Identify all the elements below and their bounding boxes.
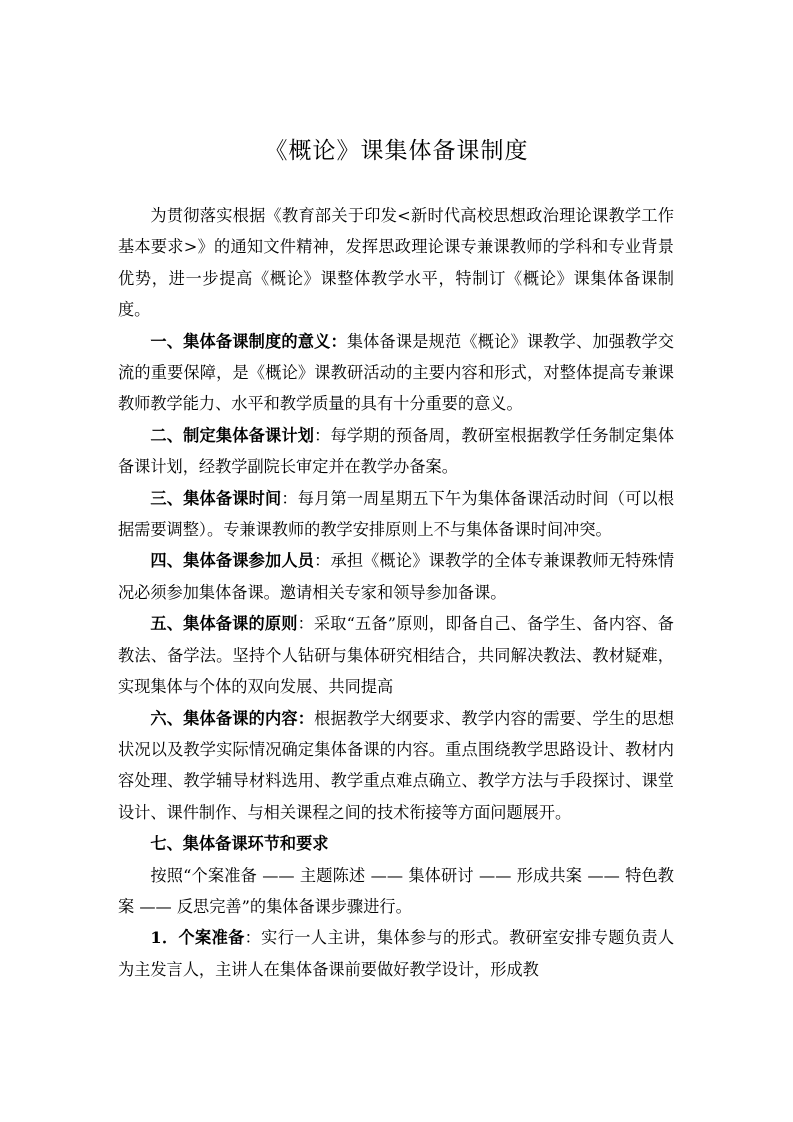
section-heading: 四、集体备课参加人员: [150, 551, 315, 571]
section-text: ：承担《概论》课教学的全体专兼课教师无特殊情况必须参加集体备课。邀请相关专家和领导参加备课。: [118, 551, 675, 602]
section-heading: 七、集体备课环节和要求: [150, 834, 329, 854]
section-paragraph: [118, 483, 674, 546]
step-heading: 1．个案准备: [150, 928, 245, 948]
section-paragraph: [118, 545, 674, 608]
steps-intro-paragraph: 按照“个案准备 —— 主题陈述 —— 集体研讨 —— 形成共案 —— 特色教案 —— 反思完善”的集体备课步骤进行。: [118, 865, 674, 916]
section-heading: 三、集体备课时间: [150, 488, 282, 508]
step-paragraph: [118, 922, 674, 985]
section-paragraph: [118, 608, 674, 702]
section-text: 根据教学大纲要求、教学内容的需要、学生的思想状况以及教学实际情况确定集体备课的内容。重点围绕教学思路设计、教材内容处理、教学辅导材料选用、教学重点难点确立、教学方法与手段探讨、课堂设计、课件制作、与相关课程之间的技术衔接等方面问题展开。: [118, 708, 675, 822]
section-text: ：每月第一周星期五下午为集体备课活动时间（可以根据需要调整）。专兼课教师的教学安排原则上不与集体备课时间冲突。: [118, 488, 675, 540]
document-title: 《概论》课集体备课制度: [264, 138, 529, 164]
intro-paragraph: 为贯彻落实根据《教育部关于印发<新时代高校思想政治理论课教学工作基本要求>》的通知文件精神，发挥思政理论课专兼课教师的学科和专业背景优势，进一步提高《概论》课整体教学水平，特制订《概论》课集体备课制度。: [118, 206, 674, 320]
section-text: 集体备课是规范《概论》课教学、加强教学交流的重要保障，是《概论》课教研活动的主要内容和形式，对整体提高专兼课教师教学能力、水平和教学质量的具有十分重要的意义。: [118, 331, 674, 414]
section-heading: 二、制定集体备课计划: [150, 425, 315, 445]
document-body: [118, 200, 674, 985]
section-text: ：每学期的预备周，教研室根据教学任务制定集体备课计划，经教学副院长审定并在教学办备案。: [118, 425, 675, 477]
section-heading: 一、集体备课制度的意义：: [150, 331, 347, 351]
section-paragraph: [118, 828, 674, 859]
section-paragraph: [118, 703, 674, 829]
section-paragraph: [118, 326, 674, 420]
section-heading: 五、集体备课的原则: [150, 614, 298, 634]
section-text: ：采取“五备”原则，即备自己、备学生、备内容、备教法、备学法。坚持个人钻研与集体研究相结合，共同解决教法、教材疑难，实现集体与个体的双向发展、共同提高: [118, 614, 674, 697]
section-heading: 六、集体备课的内容：: [150, 708, 315, 728]
section-paragraph: [118, 420, 674, 483]
step-text: ：实行一人主讲，集体参与的形式。教研室安排专题负责人为主发言人，主讲人在集体备课前要做好教学设计，形成教: [118, 928, 675, 979]
